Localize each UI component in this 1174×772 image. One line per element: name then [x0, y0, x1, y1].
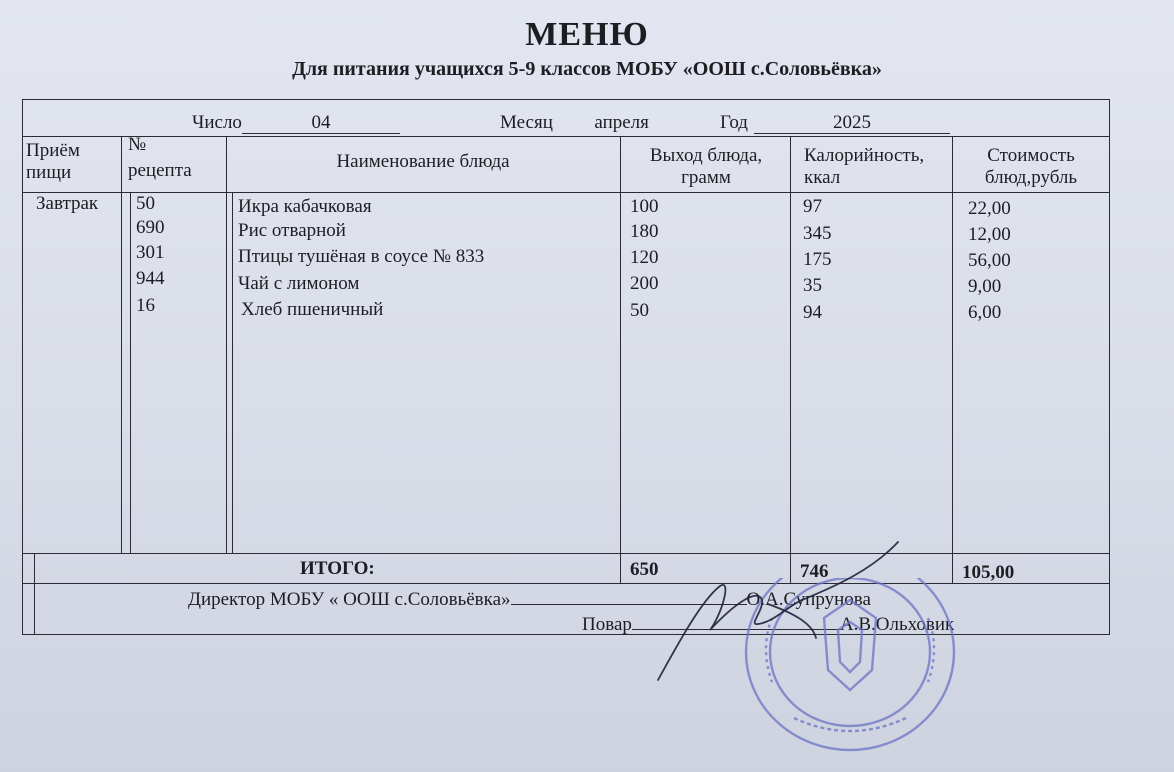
row-cost: 56,00 — [968, 250, 1011, 271]
row-dish: Чай с лимоном — [238, 273, 360, 294]
cook-name: А.В.Ольховик — [839, 614, 955, 635]
row-dish: Рис отварной — [238, 220, 346, 241]
row-yield: 100 — [630, 196, 659, 217]
cook-label: Повар — [582, 614, 632, 635]
row-kcal: 94 — [803, 302, 822, 323]
month-field — [500, 112, 649, 134]
header-kcal: Калорийность, ккал — [804, 145, 925, 188]
col-sep-yield — [790, 136, 791, 583]
row-recipe: 50 — [136, 193, 155, 214]
row-dish: Хлеб пшеничный — [241, 299, 384, 320]
row-kcal: 175 — [803, 249, 832, 270]
row-recipe: 690 — [136, 217, 165, 238]
total-yield: 650 — [630, 559, 659, 580]
header-recipe: № рецепта — [128, 134, 192, 181]
row-dish: Птицы тушёная в соусе № 833 — [238, 246, 485, 267]
row-dish: Икра кабачковая — [238, 196, 372, 217]
row-cost: 9,00 — [968, 276, 1002, 297]
row-cost: 22,00 — [968, 198, 1011, 219]
row-kcal: 35 — [803, 275, 822, 296]
row-recipe: 944 — [136, 268, 165, 289]
left-inner-edge — [34, 553, 35, 635]
row-yield: 120 — [630, 247, 659, 268]
month-value: апреля — [594, 112, 649, 133]
document-subtitle: Для питания учащихся 5-9 классов МОБУ «ООШ с.Соловьёвка» — [292, 58, 882, 80]
header-yield: Выход блюда, грамм — [649, 145, 763, 188]
row-yield: 200 — [630, 273, 659, 294]
row-kcal: 345 — [803, 223, 832, 244]
col-sep-kcal — [952, 136, 953, 583]
header-meal: Приём пищи — [26, 140, 80, 183]
year-value: 2025 — [754, 113, 950, 134]
year-label: Год — [720, 112, 748, 133]
col-sep-dish — [620, 136, 621, 583]
director-name: О.А.Супрунова — [746, 589, 871, 610]
col-sep-meal-body — [130, 192, 131, 553]
col-sep-meal — [121, 136, 122, 553]
day-label: Число — [192, 112, 242, 133]
year-field — [720, 112, 950, 134]
total-label: ИТОГО: — [300, 558, 375, 579]
date-row — [192, 112, 400, 134]
row-yield: 180 — [630, 221, 659, 242]
row-recipe: 16 — [136, 295, 155, 316]
day-value: 04 — [242, 113, 400, 134]
header-dish: Наименование блюда — [336, 151, 510, 172]
header-cost: Стоимость блюд,рубль — [984, 145, 1078, 188]
row-kcal: 97 — [803, 196, 822, 217]
document-title: МЕНЮ — [525, 16, 649, 53]
row-cost: 12,00 — [968, 224, 1011, 245]
row-recipe: 301 — [136, 242, 165, 263]
signature-icon — [640, 530, 920, 690]
col-sep-recipe — [226, 136, 227, 553]
rule-body-bottom — [22, 553, 1110, 554]
row-yield: 50 — [630, 300, 649, 321]
total-cost: 105,00 — [962, 562, 1015, 583]
total-kcal: 746 — [800, 561, 829, 582]
row-cost: 6,00 — [968, 302, 1002, 323]
col-sep-recipe-body — [232, 192, 233, 553]
meal-name: Завтрак — [36, 193, 99, 214]
month-label: Месяц — [500, 112, 553, 133]
director-label: Директор МОБУ « ООШ с.Соловьёвка» — [188, 589, 511, 610]
rule-header-bottom — [22, 192, 1110, 193]
